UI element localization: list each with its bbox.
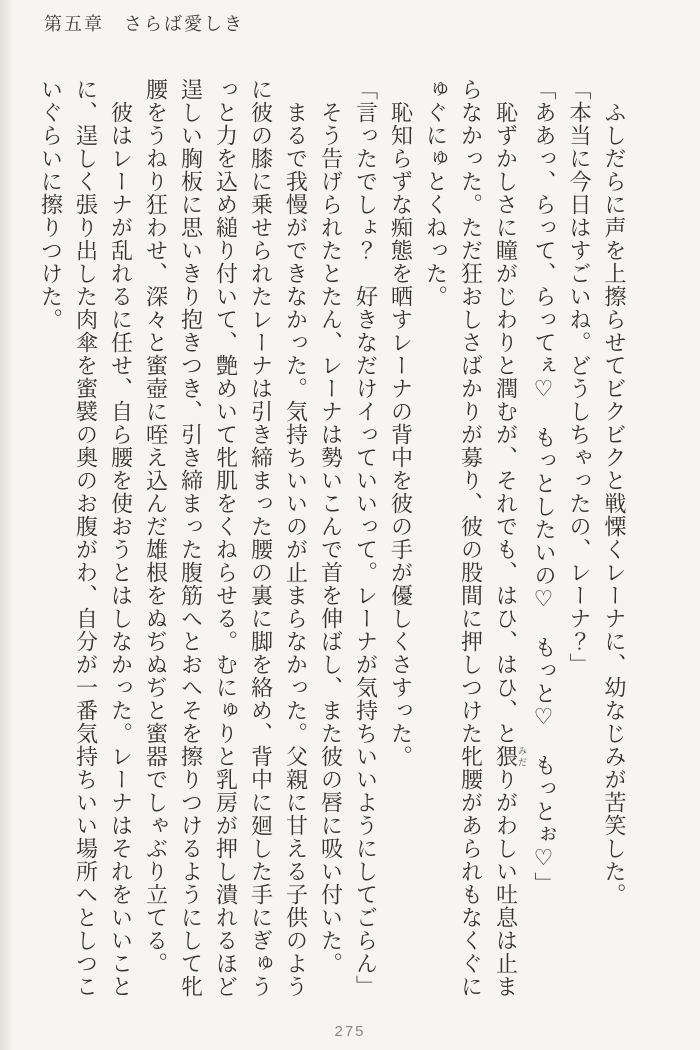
paragraph-5: 恥知らずな痴態を晒すレーナの背中を彼の手が優しくさすった。 (388, 101, 414, 768)
paragraph-9: 彼はレーナが乱れるに任せ、自ら腰を使おうとはしなかった。レーナはそれをいいことに、逞しく張り出した肉傘を蜜襞の奥のお腹がわ、自分が一番気持ちいい場所へとしつこいぐらいに擦りつけた。 (38, 78, 134, 998)
paragraph-4 (419, 78, 528, 1000)
paragraph-4-before-ruby: 恥ずかしさに瞳がじわりと潤むが、それでも、はひ、はひ、と (493, 101, 519, 745)
paragraph-6-dialogue: 「言ったでしょ？ 好きなだけイっていいって。レーナが気持ちいいようにしてごらん」 (353, 78, 379, 998)
ruby-annotation (493, 745, 527, 768)
ruby-base: 猥 (493, 745, 519, 768)
body-text-block (34, 78, 633, 1000)
paragraph-1: ふしだらに声を上擦らせてビクビクと戦慄くレーナに、幼なじみが苦笑した。 (602, 101, 627, 906)
paragraph-3-dialogue: 「ああっ、らって、らってぇ♡ もっとしたいの♡ もっと♡ もっとぉ♡」 (532, 78, 557, 895)
chapter-running-head: 第五章 さらば愛しき (44, 14, 244, 34)
paragraph-2-dialogue: 「本当に今日はすごいね。どうしちゃったの、レーナ？」 (567, 78, 592, 676)
paragraph-7: そう告げられたとたん、レーナは勢いこんで首を伸ばし、また彼の唇に吸い付いた。 (318, 101, 344, 975)
ruby-text: みだ (517, 745, 527, 768)
paragraph-4-after-ruby: りがわしい吐息は止まらなかった。ただ狂おしさばかりが募り、彼の股間に押しつけた牝腰があられもなくぐにゅぐにゅとくねった。 (423, 78, 519, 998)
paragraph-8: まるで我慢ができなかった。気持ちいいのが止まらなかった。父親に甘える子供のように彼の膝に乗せられたレーナは引き締まった腰の裏に脚を絡め、背中に廻した手にぎゅうっと力を込め縋り付いて、艶めいて牝肌をくねらせる。むにゅりと乳房が押し潰れるほど逞しい胸板に思いきり抱きつき、引き締まった腹筋へとおへそを擦りつけるようにして牝腰をうねり狂わせ、深々と蜜壺に咥え込んだ雄根をぬぢぬぢと蜜器でしゃぶり立てる。 (143, 78, 309, 998)
page-number: 275 (334, 1023, 366, 1040)
